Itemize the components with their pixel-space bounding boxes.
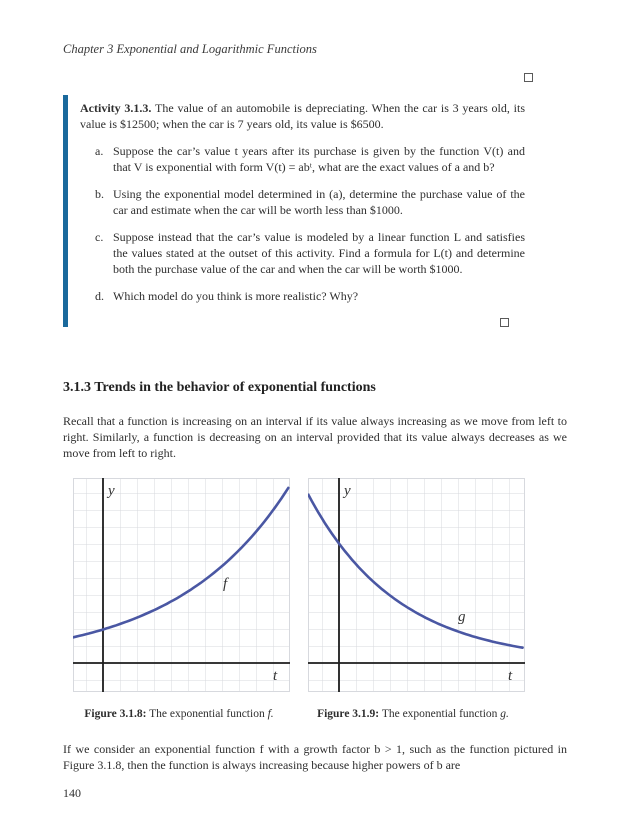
caption-variable: g. [500, 708, 509, 720]
exponential-growth-graph [73, 478, 290, 692]
t-axis-label: t [273, 668, 278, 684]
curve-label-g: g [458, 609, 466, 625]
list-item [80, 288, 525, 304]
y-axis-label: y [344, 483, 351, 499]
y-axis-label: y [108, 483, 115, 499]
item-text: Which model do you think is more realistic? Why? [113, 289, 359, 303]
grid-background [73, 478, 290, 692]
exponential-decay-graph [308, 478, 525, 692]
activity-intro-text: The value of an automobile is depreciating. When the car is 3 years old, its value is $12500; when the car is 7 years old, its value is $6500. [80, 101, 525, 131]
list-item [80, 229, 525, 277]
caption-text: The exponential function [149, 708, 265, 720]
paragraph: If we consider an exponential function f with a growth factor b > 1, such as the function pictured in Figure 3.1.8, then the function is always increasing because higher powers of b are [63, 742, 567, 772]
caption-label: Figure 3.1.8: [84, 708, 147, 720]
paragraph: Recall that a function is increasing on an interval if its value always increasing as we move from left to right. Similarly, a function is decreasing on an interval provided that its value always decreases as we move from left to right. [63, 414, 567, 460]
grid-background [308, 478, 525, 692]
activity-box [63, 95, 525, 327]
activity-list [80, 143, 525, 304]
activity-intro [80, 100, 525, 132]
item-marker: a. [95, 144, 104, 158]
running-head: Chapter 3 Exponential and Logarithmic Functions [63, 42, 317, 56]
open-square-icon [524, 73, 533, 82]
figure-row [73, 478, 525, 692]
activity-label: Activity 3.1.3. [80, 101, 152, 115]
item-marker: c. [95, 230, 104, 244]
caption-variable: f. [267, 708, 274, 720]
item-text: Using the exponential model determined in (a), determine the purchase value of the car and estimate when the car will be worth less than $1000. [113, 187, 525, 217]
caption-label: Figure 3.1.9: [317, 708, 380, 720]
t-axis-label: t [508, 668, 513, 684]
caption-text: The exponential function [381, 708, 498, 720]
activity-end-row [80, 315, 509, 325]
figure-caption [297, 707, 529, 721]
section-heading: 3.1.3 Trends in the behavior of exponential functions [63, 380, 376, 395]
page-number: 140 [63, 786, 81, 800]
list-item [80, 143, 525, 175]
curve-label-f: f [223, 576, 228, 592]
open-square-icon [500, 318, 509, 327]
figure-caption [63, 707, 295, 721]
list-item [80, 186, 525, 218]
item-marker: d. [95, 289, 104, 303]
item-text: Suppose instead that the car’s value is modeled by a linear function L and satisfies the values stated at the outset of this activity. Find a formula for L(t) and determine both the purchase value of the car and when the car will be worth $1000. [113, 230, 525, 276]
item-text: Suppose the car’s value t years after its purchase is given by the function V(t) and that V is exponential with form V(t) = abᵗ, what are the exact values of a and b? [113, 144, 525, 174]
item-marker: b. [95, 187, 104, 201]
